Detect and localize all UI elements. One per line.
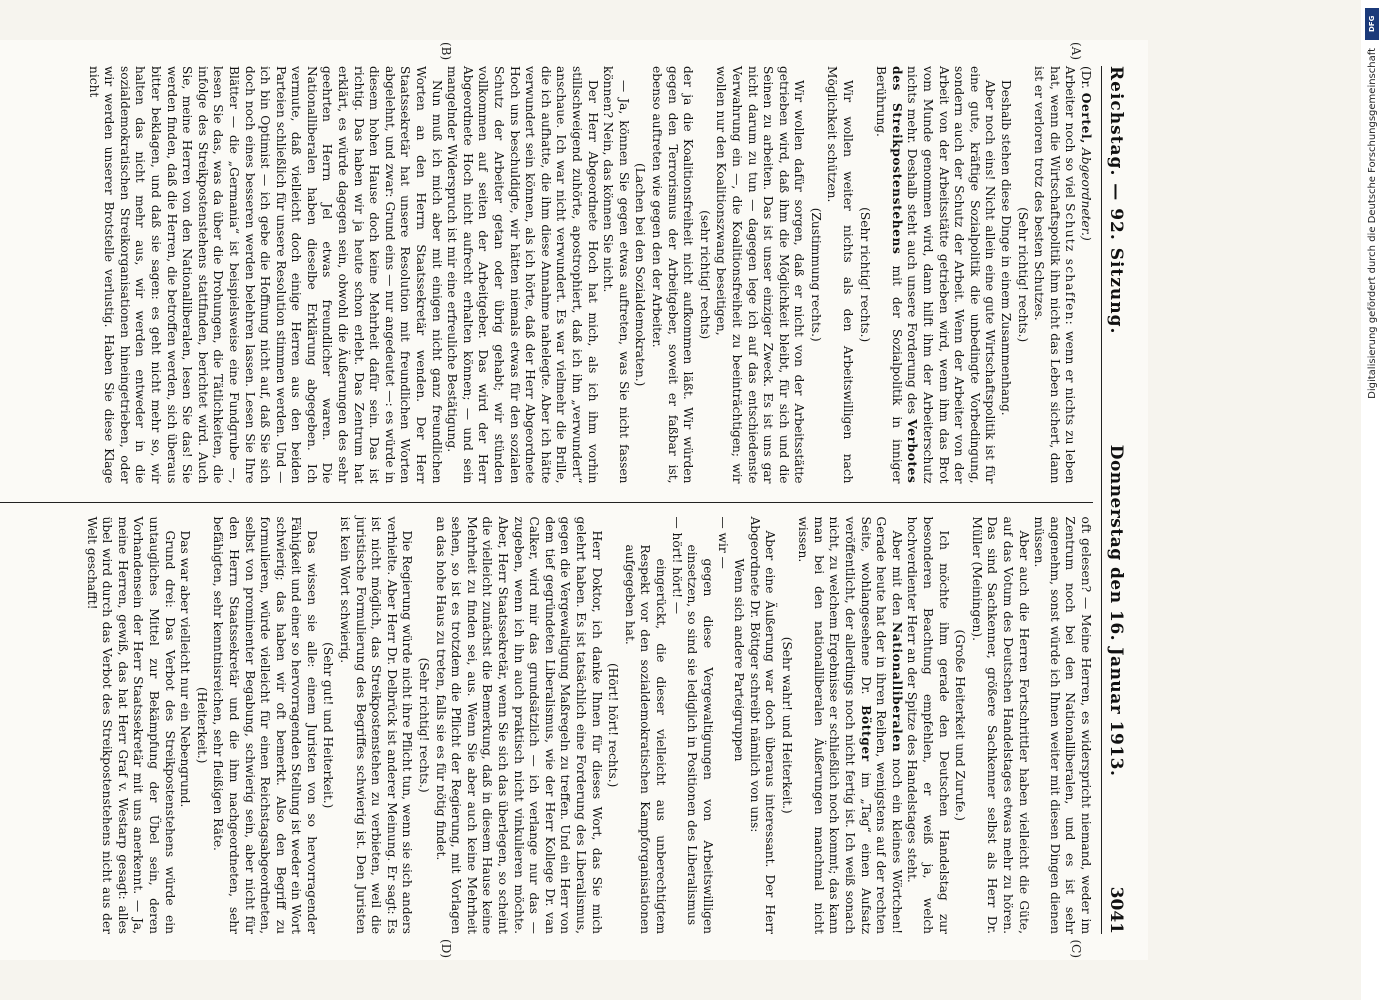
bold-text: Nationalliberalen <box>889 622 904 753</box>
dfg-logo: DFG <box>1365 8 1379 40</box>
reaction: (Sehr wahr! und Heiterkeit.) <box>779 636 794 814</box>
reaction: (Lachen bei den Sozialdemokraten.) <box>633 163 648 387</box>
bold-text: Verbotes des Streikpostenstehens <box>889 66 920 484</box>
text-run: wenn er nichts zu leben hat, wenn die Wirtschaftspolitik ihm nicht das Leben sichert, dann ist er verloren trotz des besten Schutzes. <box>1032 66 1078 484</box>
text-run: im „Tag“ einen Aufsatz veröffentlicht, der allerdings noch nicht fertig ist. Ich weiß sonach nicht, zu welchem Ergebnisse er schließlich noch kommt; das kann man bei den nationalliberalen Äußerungen manchmal nicht wissen. <box>796 516 873 934</box>
page-number: 3041 <box>1106 886 1126 934</box>
paragraph: Der Herr Abgeordnete Hoch hat mich, als ich ihm vorhin stillschweigend zuhörte, apostrophiert, daß ich ihn „verwundert“ anschaue. Ich war nicht verwundert. Es war vielmehr die Brille, die ich aufhatte, die ihm diese Annahme nahelegte. Aber ich hätte verwundert sein können, als ich hörte, daß der Herr Abgeordnete Hoch uns beschuldigte, wir hätten niemals etwas für den sozialen Schutz der Arbeiter getan oder übrig gehabt; wir stünden vollkommen auf seiten der Arbeitgeber. Das wird der Herr Abgeordnete Hoch nicht aufrecht erhalten können; — und sein mangelnder Widerspruch ist mir eine erfreuliche Bestätigung. <box>445 66 600 484</box>
paragraph: Herr Doktor, ich danke Ihnen für dieses Wort, das Sie mich gelehrt haben. Es ist tatsächlich eine Forderung des Liberalismus, gegen die Vergewaltigung Maßregeln zu treffen. Und ein Herr von dem tief gegründeten Liberalismus, wie der Herr Kollege Dr. van Calker, wird mir das grundsätzlich — ich verlange nur das — zugeben, wenn ich ihn auch praktisch nicht vinkulieren möchte. Aber, Herr Staatssekretär, wenn Sie sich das überlegen, so scheint die vielleicht zunächst die Bemerkung, daß in diesem Hause keine Mehrheit zu finden sei, aus. Wenn Sie aber auch keine Mehrheit sehen, so ist es trotzdem die Pflicht der Regierung, mit Vorlagen an das hohe Haus zu treten, falls sie es für nötig findet. <box>433 516 604 934</box>
paragraph: Wir wollen dafür sorgen, daß er nicht von der Arbeitsstätte getrieben wird, daß ihm die Möglichkeit bleibt, für sich und die Seinen zu arbeiten. Das ist unser einziger Zweck. Es ist uns gar nicht darum zu tun — dagegen lege ich auf das entschiedenste Verwahrung ein —, die Koalitionsfreiheit zu beeinträchtigen; wir wollen nur den Koalitionszwang beseitigen, <box>714 66 807 484</box>
margin-mark-b: (B) <box>439 42 453 61</box>
column-left <box>0 42 1093 484</box>
header-left: Reichstag. — 92. Sitzung. <box>1106 66 1126 335</box>
margin-mark-d: (D) <box>439 939 453 958</box>
paragraph: Wir wollen weiter nichts als den Arbeitswilligen nach Möglichkeit schützen. <box>825 66 856 484</box>
text-columns <box>0 42 1093 958</box>
speaker-name: Oertel, <box>1079 92 1093 145</box>
text-run: Aber mit den <box>889 530 904 616</box>
reaction: (Sehr richtig! rechts.) <box>417 657 432 793</box>
text-run: Aber noch eins! Nicht allein eine gute Wirtschaftspolitik ist für eine gute, kräftige Sozialpolitik die unbedingte Vorbedingung, sondern auch der Schutz der Arbeit. Wenn der Arbeiter von der Arbeit von der Arbeitsstätte getrieben wird, wenn ihm das Brot vom Munde genommen wird, dann hilft ihm der Arbeiterschutz nichts mehr. Deshalb steht auch unsere Forderung des <box>905 66 998 484</box>
paragraph: Das war aber vielleicht nur ein Nebengrund. <box>178 530 193 808</box>
quote-line: Wenn sich andere Parteigruppen <box>731 558 746 762</box>
paragraph: Die Regierung würde nicht ihre Pflicht tun, wenn sie sich anders verhielte. Aber Herr Dr. Delbrück ist anderer Meinung. Er sagt: Es ist nicht möglich, das Streikpostenstehen zu verbieten, weil die juristische Formulierung des Begriffes schwierig ist. Den Juristen ist kein Wort schwierig. <box>338 516 415 934</box>
paragraph: Das wissen sie alle: einem Juristen von so hervorragender Fähigkeit und einer so hervorragenden Stellung ist weder ein Wort schwierig; das haben wir oft bemerkt. Also den Begriff zu formulieren, würde vielleicht für einen Reichstagsabgeordneten, selbst von prominenter Begabung, schwierig sein, aber nicht für den Herrn Staatssekretär und die ihm nachgeordneten, sehr befähigten, sehr kenntnisreichen, sehr fleißigen Räte. <box>211 516 319 934</box>
reaction: (Sehr richtig! rechts.) <box>1015 207 1030 343</box>
paragraph: oft gelesen? — Meine Herren, es widerspricht niemand, weder im Zentrum noch bei den Nationalliberalen, und es ist sehr angenehm, sonst würde ich Ihnen weiter mit diesen Dingen dienen müssen. <box>1032 516 1093 934</box>
reaction: (Heiterkeit.) <box>194 687 209 764</box>
quote-interjection: — hört! hört! — <box>669 516 684 615</box>
paragraph: der ja die Koalitionsfreiheit nicht aufkommen läßt. Wir würden gegen den Terrorismus der Arbeitgeber, soweit er faßbar ist, ebenso auftreten wie gegen den der Arbeiter. <box>649 66 696 484</box>
document-page <box>0 40 1148 960</box>
bold-text: Böttger <box>858 705 873 762</box>
quote-line: gegen diese Vergewaltigungen von Arbeitswilligen einsetzen, so sind sie lediglich in Positionen des Liberalismus <box>685 544 715 934</box>
paragraph <box>795 517 904 935</box>
paragraph: Aber auch die Herren Fortschrittler haben vielleicht die Güte, auf das Votum des Deutschen Handelstages etwas mehr zu hören. Das sind Sachkenner, größere Sachkenner selbst als Herr Dr. Müller (Meiningen). <box>969 516 1031 934</box>
text-run: noch ein kleines Wörtchen! Gerade heute hat der in ihren Reihen, wenigstens auf der rechten Seite, wohlangesehene Dr. <box>858 516 904 935</box>
paragraph: Aber eine Äußerung war doch überaus interessant. Der Herr Abgeordnete Dr. Böttger schreibt nämlich von uns: <box>747 516 778 934</box>
quote-interjection: — wir — <box>716 516 731 569</box>
speaker-role: Abgeordneter.) <box>1079 147 1093 241</box>
paragraph: Deshalb stehen diese Dinge in einem Zusammenhang. <box>999 80 1014 416</box>
reaction: (Große Heiterkeit und Zurufe.) <box>953 629 968 822</box>
digitization-credit: Digitalisierung gefördert durch die Deutsche Forschungsgemeinschaft <box>1367 48 1378 399</box>
text-run: mit der Sozialpolitik in inniger Berührung. <box>874 66 904 484</box>
speaker-line: (Dr. Oertel, Abgeordneter.) <box>1079 66 1093 241</box>
text-run: Arbeiter noch so viel <box>1063 66 1078 199</box>
paragraph <box>873 66 998 484</box>
margin-mark-c: (C) <box>1069 939 1083 958</box>
quote-line: eingerückt, die dieser vielleicht aus unberechtigtem Respekt vor den sozialdemokratischen Kampforganisationen aufgegeben hat. <box>622 544 668 934</box>
paragraph <box>1031 66 1078 484</box>
margin-mark-a: (A) <box>1069 42 1083 61</box>
page-header <box>1101 66 1126 934</box>
paragraph: Nun muß ich mich aber mit einigen nicht ganz freundlichen Worten an den Herrn Staatssekretär wenden. Der Herr Staatssekretär hat unsere Resolution mit freundlichen Worten abgelehnt, und zwar: Grund eins — nur angedeutet —: es würde in diesem hohen Hause doch keine Mehrheit dafür sein. Das ist richtig. Das haben wir ja heute schon erlebt. Das Zentrum hat erklärt, es würde dagegen sein, obwohl die Äußerungen des sehr geehrten Herrn Jel etwas freundlicher waren. Die Nationalliberalen haben dieselbe Erklärung abgegeben. Ich vermute, daß vielleicht doch einige Herren aus den beiden Parteien schließlich für unsere Resolution stimmen werden. Und — ich bin Optimist — ich gebe die Hoffnung nicht auf, daß Sie sich doch noch eines besseren werden belehren lassen. Lesen Sie Ihre Blätter — die „Germania“ ist beispielsweise eine Fundgrube —, lesen Sie das, was da über die Drohungen, die Tätlichkeiten, die infolge des Streikpostenstehens stattfinden, berichtet wird. Auch Sie, meine Herren von den Nationalliberalen, lesen Sie das! Sie werden finden, daß die Herren, die betroffen werden, sich überaus bitter beklagen, und daß sie sagen: es geht nicht mehr so, wir halten das nicht mehr aus, wir werden entweder in die sozialdemokratischen Streikorganisationen hineingetrieben, oder wir werden unserer Brotstelle verlustig. Haben Sie diese Klage nicht <box>86 66 444 484</box>
column-right <box>0 502 1093 958</box>
reaction: (Sehr richtig! rechts.) <box>857 207 872 343</box>
paragraph: Ich möchte ihm gerade den Deutschen Handelstag zur besonderen Beachtung empfehlen, er weiß ja, welch hochverdienter Herr an der Spitze des Handelstages steht. <box>905 516 951 934</box>
paragraph: Grund drei: Das Verbot des Streikpostenstehens würde ein untaugliches Mittel zur Bekämpfung der Übel sein, deren Vorhandensein der Herr Staatssekretär mit uns anerkennt. — Ja, meine Herren, gewiß, das hat Herr Graf v. Westarp gesagt: alles übel wird durch das Verbot des Streikpostenstehens nicht aus der Welt geschafft! <box>84 516 177 934</box>
paragraph: — Ja, können Sie gegen etwas auftreten, was Sie nicht fassen können? Nein, das können Sie nicht. <box>601 66 631 484</box>
digitization-sidebar <box>1361 0 1383 1000</box>
reaction: (sehr richtig! rechts) <box>697 210 712 340</box>
reaction: (Hört! hört! rechts.) <box>606 663 621 788</box>
emphasis-text: Schutz schaffen: <box>1063 203 1078 326</box>
reaction: (Sehr gut! und Heiterkeit.) <box>321 642 336 809</box>
header-date: Donnerstag den 16. Januar 1913. <box>1106 444 1126 777</box>
reaction: (Zustimmung rechts.) <box>808 207 823 342</box>
